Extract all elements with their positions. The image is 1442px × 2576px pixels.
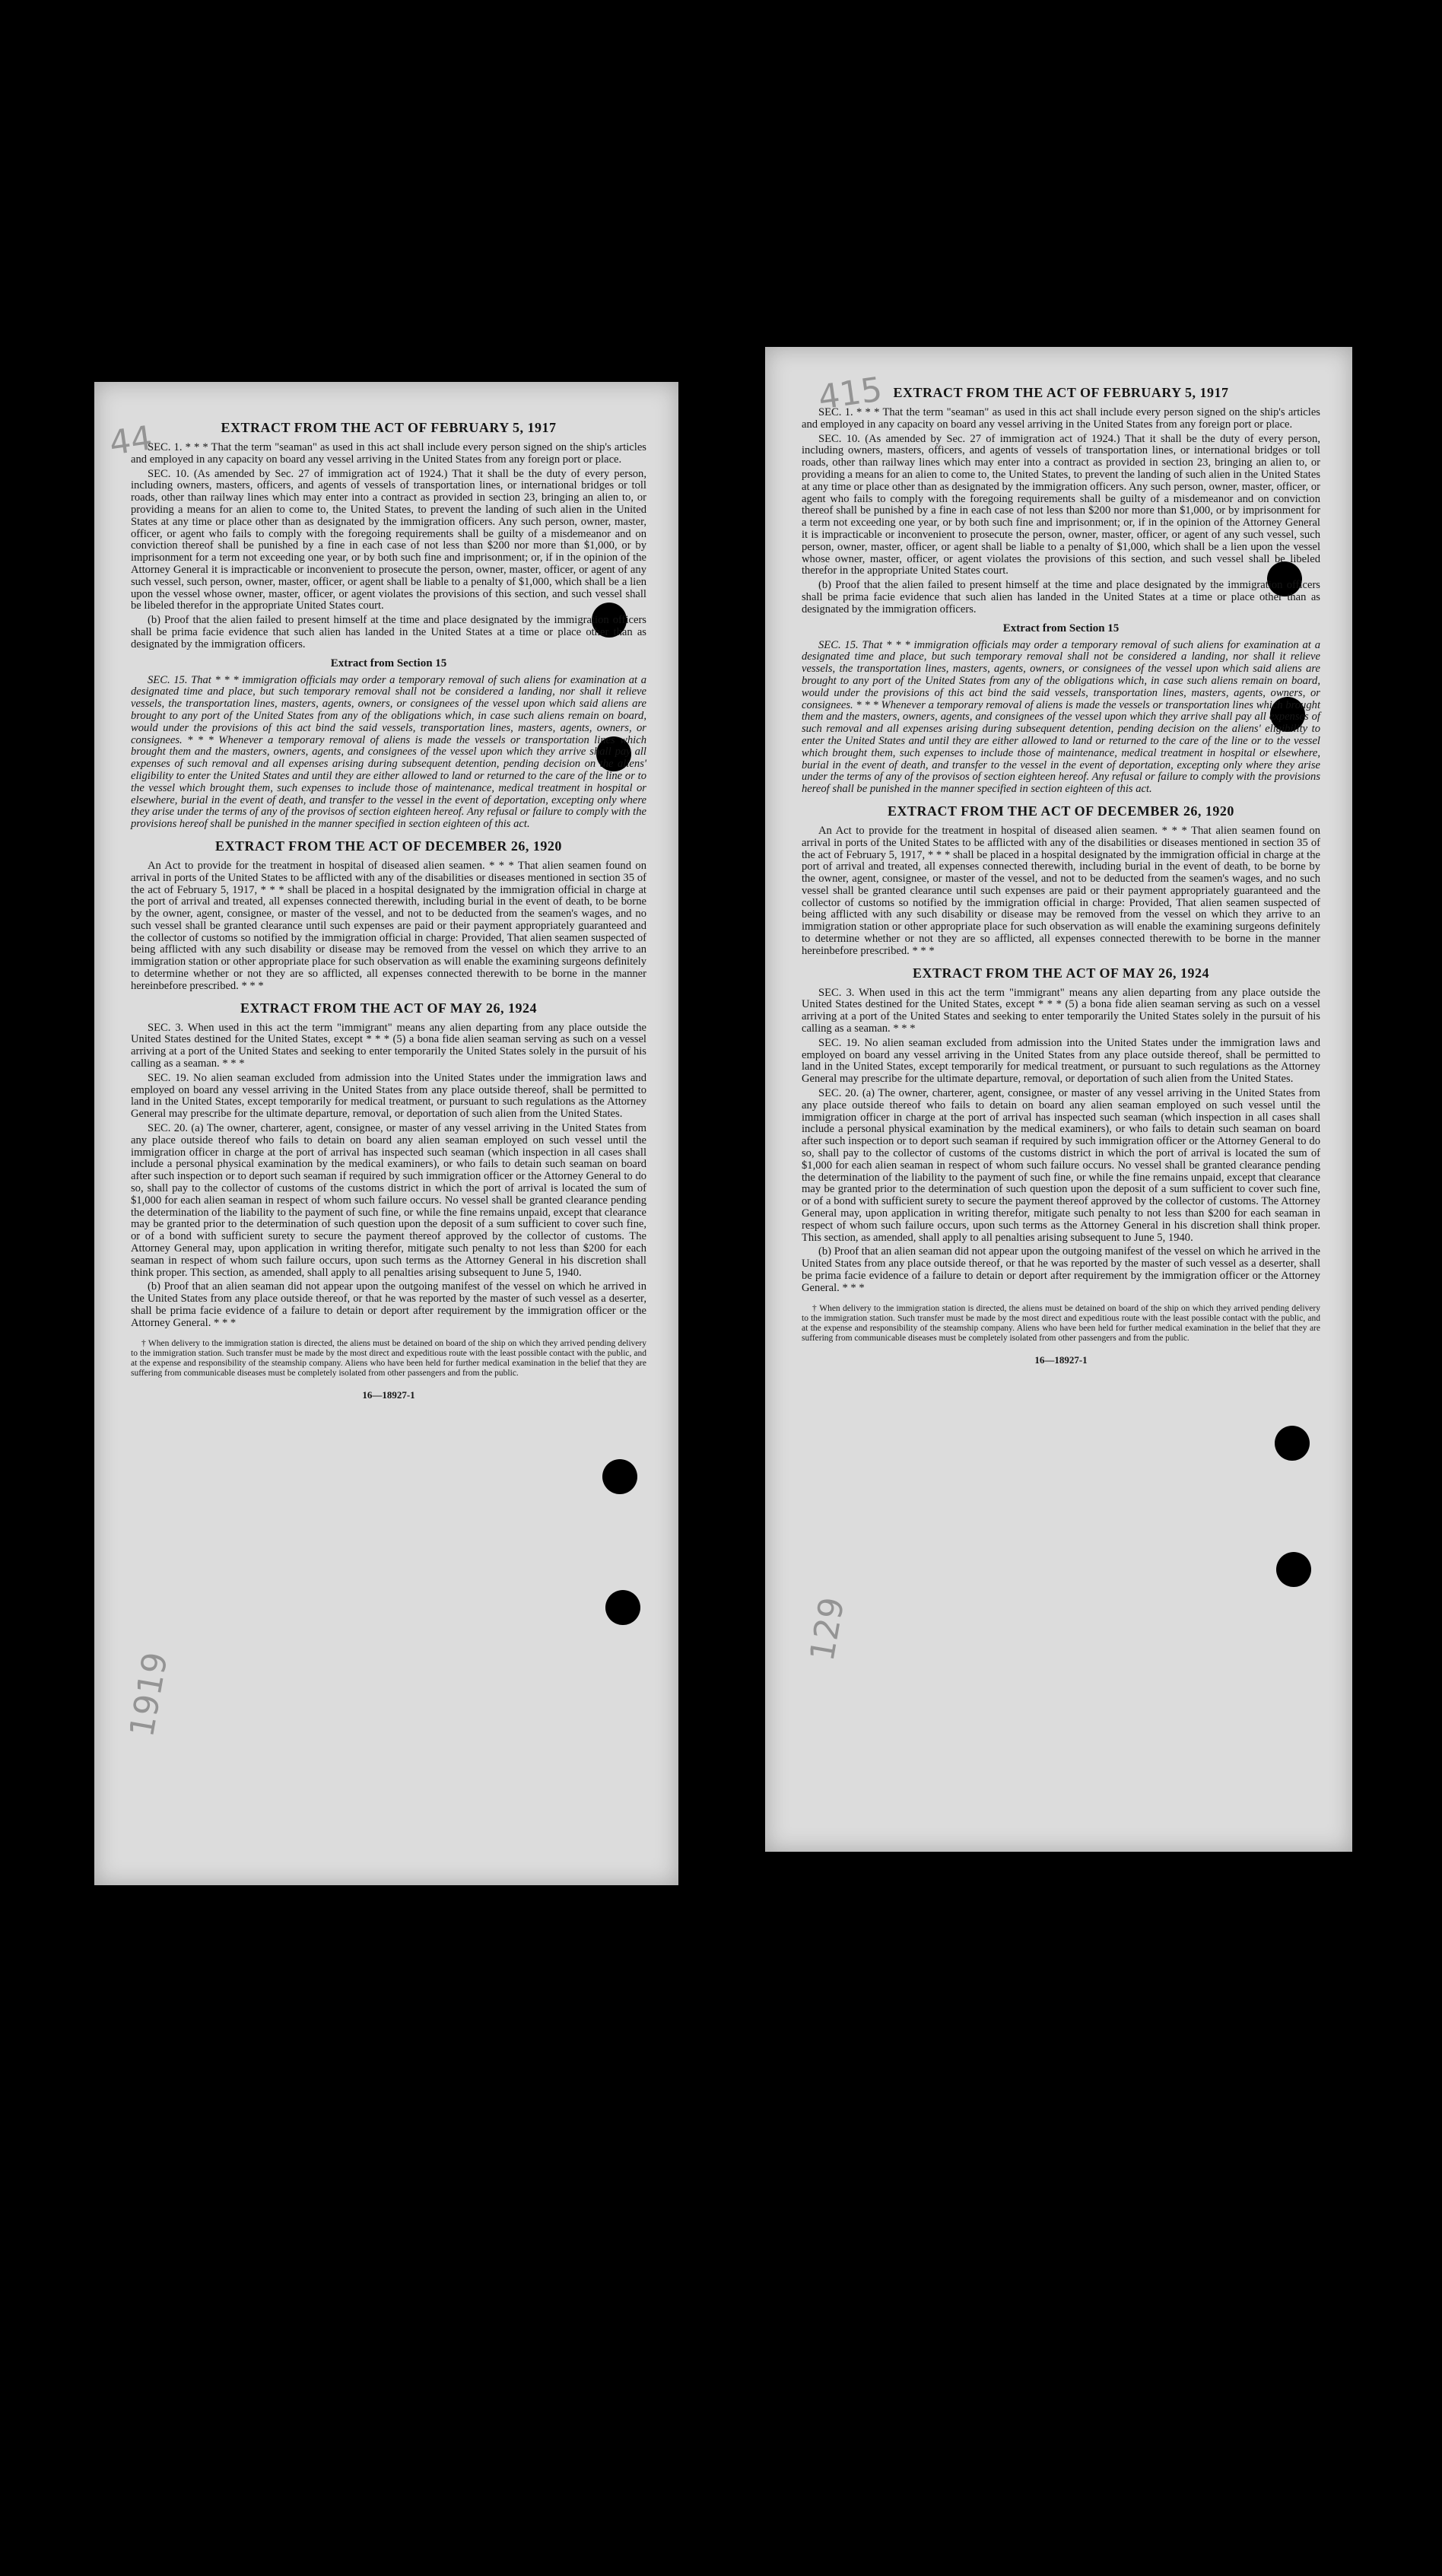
paragraph-sec-1: SEC. 1. * * * That the term "seaman" as used in this act shall include every person signed on the ship's articles and employed in any capacity on board any vessel arriving in the United States from any foreign port or place.: [131, 441, 646, 466]
pencil-mark-bottom: 1919: [122, 1649, 176, 1741]
page-content: [131, 412, 646, 1401]
heading-act-1920: EXTRACT FROM THE ACT OF DECEMBER 26, 1920: [888, 803, 1234, 819]
page-content: [802, 377, 1320, 1366]
punch-hole: [1276, 1552, 1311, 1587]
paragraph-sec-19: SEC. 19. No alien seaman excluded from admission into the United States under the immigration laws and employed on board any vessel arriving in the United States from any place outside thereof, shall be permitted to land in the United States, except temporarily for medical treatment, or pursuant to such regulations as the Attorney General may prescribe for the ultimate departure, removal, or deportation of such alien from the United States.: [131, 1071, 646, 1121]
form-number: 16—18927-1: [1034, 1353, 1088, 1366]
paragraph-act-1920: An Act to provide for the treatment in hospital of diseased alien seamen. * * * That alien seamen found on arrival in ports of the United States to be afflicted with any of the disabilities or diseases mentioned in section 35 of the act of February 5, 1917, * * * shall be placed in a hospital designated by the immigration official in charge at the port of arrival and treated, all expenses connected therewith, including burial in the event of death, to be borne by the owner, agent, consignee, or master of the vessel, and not to be deducted from the seamen's wages, and no such vessel shall be granted clearance until such expenses are paid or their payment appropriately guaranteed and the collector of customs so notified by the immigration official in charge: Provided, That alien seamen suspected of being afflicted with any such disability or disease may be removed from the vessel on which they arrive to an immigration station or other appropriate place for such observation as will enable the examining surgeons definitely to determine whether or not they are so afflicted, all expenses connected therewith to be borne in the manner hereinbefore prescribed. * * *: [131, 859, 646, 992]
document-page-right: [765, 347, 1352, 1852]
paragraph-sec-20b: (b) Proof that an alien seaman did not appear upon the outgoing manifest of the vessel on which he arrived in the United States from any place outside thereof, or that he was reported by the master of such vessel as a deserter, shall be prima facie evidence of a failure to detain or deport after requirement by the immigration officer or the Attorney General. * * *: [802, 1245, 1320, 1294]
form-number: 16—18927-1: [362, 1388, 415, 1401]
heading-act-1917: EXTRACT FROM THE ACT OF FEBRUARY 5, 1917: [893, 385, 1229, 400]
paragraph-sec-10b: (b) Proof that the alien failed to present himself at the time and place designated by the immigration officers shall be prima facie evidence that such alien has landed in the United States at a time or place other than as designated by the immigration officers.: [802, 579, 1320, 615]
pencil-mark-top: 44: [106, 418, 155, 463]
heading-act-1924: EXTRACT FROM THE ACT OF MAY 26, 1924: [240, 1000, 538, 1016]
footnote: † When delivery to the immigration station is directed, the aliens must be detained on board of the ship on which they arrived pending delivery to the immigration station. Such transfer must be made by the most direct and expeditious route with the least possible contact with the public, and at the expense and responsibility of the steamship company. Aliens who have been held for further medical examination in the belief that they are suffering from communicable diseases must be completely isolated from other passengers and from the public.: [802, 1303, 1320, 1343]
paragraph-sec-20: SEC. 20. (a) The owner, charterer, agent, consignee, or master of any vessel arriving in the United States from any place outside thereof who fails to detain on board any alien seaman employed on such vessel until the immigration officer in charge at the port of arrival has inspected such seaman (which inspection in all cases shall include a personal physical examination by the medical examiners), or who fails to detain such seaman on board after such inspection or to deport such seaman if required by such immigration officer or the Attorney General to do so, shall pay to the collector of customs of the customs district in which the port of arrival is located the sum of $1,000 for each alien seaman in respect of whom such failure occurs. No vessel shall be granted clearance pending the determination of the liability to the payment of such fine, or while the fine remains unpaid, except that clearance may be granted prior to the determination of such question upon the deposit of a sum sufficient to cover such fine, or of a bond with sufficient surety to secure the payment thereof approved by the collector of customs. The Attorney General may, upon application in writing therefor, mitigate such penalty to not less than $200 for each seaman in respect of whom such failure occurs, upon such terms as the Attorney General in his discretion shall think proper. This section, as amended, shall apply to all penalties arising subsequent to June 5, 1940.: [131, 1122, 646, 1279]
paragraph-sec-20b: (b) Proof that an alien seaman did not appear upon the outgoing manifest of the vessel on which he arrived in the United States from any place outside thereof, or that he was reported by the master of such vessel as a deserter, shall be prima facie evidence of a failure to detain or deport after requirement by the immigration officer or the Attorney General. * * *: [131, 1280, 646, 1329]
paragraph-sec-20: SEC. 20. (a) The owner, charterer, agent, consignee, or master of any vessel arriving in the United States from any place outside thereof who fails to detain on board any alien seaman employed on such vessel until the immigration officer in charge at the port of arrival has inspected such seaman (which inspection in all cases shall include a personal physical examination by the medical examiners), or who fails to detain such seaman on board after such inspection or to deport such seaman if required by such immigration officer or the Attorney General to do so, shall pay to the collector of customs of the customs district in which the port of arrival is located the sum of $1,000 for each alien seaman in respect of whom such failure occurs. No vessel shall be granted clearance pending the determination of the liability to the payment of such fine, or while the fine remains unpaid, except that clearance may be granted prior to the determination of such question upon the deposit of a sum sufficient to cover such fine, or of a bond with sufficient surety to secure the payment thereof approved by the collector of customs. The Attorney General may, upon application in writing therefor, mitigate such penalty to not less than $200 for each seaman in respect of whom such failure occurs, upon such terms as the Attorney General in his discretion shall think proper. This section, as amended, shall apply to all penalties arising subsequent to June 5, 1940.: [802, 1087, 1320, 1244]
paragraph-sec-19: SEC. 19. No alien seaman excluded from admission into the United States under the immigration laws and employed on board any vessel arriving in the United States from any place outside thereof, shall be permitted to land in the United States, except temporarily for medical treatment, or pursuant to such regulations as the Attorney General may prescribe for the ultimate departure, removal, or deportation of such alien from the United States.: [802, 1036, 1320, 1086]
pencil-mark-bottom: 129: [802, 1594, 853, 1665]
heading-act-1920: EXTRACT FROM THE ACT OF DECEMBER 26, 1920: [215, 838, 562, 854]
document-page-left: [94, 382, 678, 1885]
pencil-mark-top: 415: [815, 370, 885, 418]
paragraph-sec-3: SEC. 3. When used in this act the term "immigrant" means any alien departing from any place outside the United States destined for the United States, except * * * (5) a bona fide alien seaman serving as such on a vessel arriving at a port of the United States and seeking to enter temporarily the United States solely in the pursuit of his calling as a seaman. * * *: [802, 986, 1320, 1035]
heading-act-1924: EXTRACT FROM THE ACT OF MAY 26, 1924: [912, 965, 1210, 981]
paragraph-act-1920: An Act to provide for the treatment in hospital of diseased alien seamen. * * * That alien seamen found on arrival in ports of the United States to be afflicted with any of the disabilities or diseases mentioned in section 35 of the act of February 5, 1917, * * * shall be placed in a hospital designated by the immigration official in charge at the port of arrival and treated, all expenses connected therewith, including burial in the event of death, to be borne by the owner, agent, consignee, or master of the vessel, and not to be deducted from the seamen's wages, and no such vessel shall be granted clearance until such expenses are paid or their payment appropriately guaranteed and the collector of customs so notified by the immigration official in charge: Provided, That alien seamen suspected of being afflicted with any such disability or disease may be removed from the vessel on which they arrive to an immigration station or other appropriate place for such observation as will enable the examining surgeons definitely to determine whether or not they are so afflicted, all expenses connected therewith to be borne in the manner hereinbefore prescribed. * * *: [802, 824, 1320, 957]
paragraph-sec-15: SEC. 15. That * * * immigration officials may order a temporary removal of such aliens for examination at a designated time and place, but such temporary removal shall not be considered a landing, nor shall it relieve vessels, the transportation lines, masters, agents, owners, or consignees of the vessel upon which said aliens are brought to any port of the United States from any of the obligations which, in case such aliens remain on board, would under the provisions of this act bind the said vessels, transportation lines, masters, agents, owners, or consignees. * * * Whenever a temporary removal of aliens is made the vessels or transportation lines which brought them and the masters, owners, agents, and consignees of the vessel upon which they arrive shall pay all expenses of such removal and all expenses arising during subsequent detention, pending decision on the aliens' eligibility to enter the United States and until they are either allowed to land or returned to the care of the line or to the vessel which brought them, such expenses to include those of maintenance, medical treatment in hospital or elsewhere, burial in the event of death, and transfer to the vessel in the event of deportation, excepting only where they arise under the terms of any of the provisos of section eighteen hereof. Any refusal or failure to comply with the provisions hereof shall be punished in the manner specified in section eighteen of this act.: [802, 638, 1320, 796]
heading-section-15: Extract from Section 15: [1002, 622, 1120, 634]
heading-section-15: Extract from Section 15: [330, 657, 447, 669]
footnote: † When delivery to the immigration station is directed, the aliens must be detained on board of the ship on which they arrived pending delivery to the immigration station. Such transfer must be made by the most direct and expeditious route with the least possible contact with the public, and at the expense and responsibility of the steamship company. Aliens who have been held for further medical examination in the belief that they are suffering from communicable diseases must be completely isolated from other passengers and from the public.: [131, 1338, 646, 1378]
paragraph-sec-10b: (b) Proof that the alien failed to present himself at the time and place designated by the immigration officers shall be prima facie evidence that such alien has landed in the United States at a time or place other than as designated by the immigration officers.: [131, 614, 646, 650]
punch-hole: [1275, 1426, 1310, 1461]
paragraph-sec-3: SEC. 3. When used in this act the term "immigrant" means any alien departing from any place outside the United States destined for the United States, except * * * (5) a bona fide alien seaman serving as such on a vessel arriving at a port of the United States and seeking to enter temporarily the United States solely in the pursuit of his calling as a seaman. * * *: [131, 1021, 646, 1070]
paragraph-sec-1: SEC. 1. * * * That the term "seaman" as used in this act shall include every person signed on the ship's articles and employed in any capacity on board any vessel arriving in the United States from any foreign port or place.: [802, 406, 1320, 431]
paragraph-sec-10: SEC. 10. (As amended by Sec. 27 of immigration act of 1924.) That it shall be the duty of every person, including owners, masters, officers, and agents of vessels of transportation lines, or international bridges or toll roads, other than railway lines which may enter into a contract as provided in section 23, bringing an alien to, or providing a means for an alien to come to, the United States, to prevent the landing of such alien in the United States at any time or place other than as designated by the immigration officers. Any such person, owner, master, officer, or agent who fails to comply with the foregoing requirements shall be guilty of a misdemeanor and on conviction thereof shall be punished by a fine in each case of not less than $200 nor more than $1,000, or by imprisonment for a term not exceeding one year, or by both such fine and imprisonment; or, if in the opinion of the Attorney General it is impracticable or inconvenient to prosecute the person, owner, master, officer, or agent of any such vessel, such person, owner, master, officer, or agent shall be liable to a penalty of $1,000, which shall be a lien upon the vessel whose owner, master, officer, or agent violates the provisions of this section, and such vessel shall be libeled therefor in the appropriate United States court.: [131, 467, 646, 612]
heading-act-1917: EXTRACT FROM THE ACT OF FEBRUARY 5, 1917: [221, 420, 557, 435]
paragraph-sec-15: SEC. 15. That * * * immigration officials may order a temporary removal of such aliens for examination at a designated time and place, but such temporary removal shall not be considered a landing, nor shall it relieve vessels, the transportation lines, masters, agents, owners, or consignees of the vessel upon which said aliens are brought to any port of the United States from any of the obligations which, in case such aliens remain on board, would under the provisions of this act bind the said vessels, transportation lines, masters, agents, owners, or consignees. * * * Whenever a temporary removal of aliens is made the vessels or transportation lines which brought them and the masters, owners, agents, and consignees of the vessel upon which they arrive shall pay all expenses of such removal and all expenses arising during subsequent detention, pending decision on the aliens' eligibility to enter the United States and until they are either allowed to land or returned to the care of the line or to the vessel which brought them, such expenses to include those of maintenance, medical treatment in hospital or elsewhere, burial in the event of death, and transfer to the vessel in the event of deportation, excepting only where they arise under the terms of any of the provisos of section eighteen hereof. Any refusal or failure to comply with the provisions hereof shall be punished in the manner specified in section eighteen of this act.: [131, 673, 646, 831]
paragraph-sec-10: SEC. 10. (As amended by Sec. 27 of immigration act of 1924.) That it shall be the duty of every person, including owners, masters, officers, and agents of vessels of transportation lines, or international bridges or toll roads, other than railway lines which may enter into a contract as provided in section 23, bringing an alien to, or providing a means for an alien to come to, the United States, to prevent the landing of such alien in the United States at any time or place other than as designated by the immigration officers. Any such person, owner, master, officer, or agent who fails to comply with the foregoing requirements shall be guilty of a misdemeanor and on conviction thereof shall be punished by a fine in each case of not less than $200 nor more than $1,000, or by imprisonment for a term not exceeding one year, or by both such fine and imprisonment; or, if in the opinion of the Attorney General it is impracticable or inconvenient to prosecute the person, owner, master, officer, or agent of any such vessel, such person, owner, master, officer, or agent shall be liable to a penalty of $1,000, which shall be a lien upon the vessel whose owner, master, officer, or agent violates the provisions of this section, and such vessel shall be libeled therefor in the appropriate United States court.: [802, 432, 1320, 577]
punch-hole: [605, 1590, 640, 1625]
punch-hole: [602, 1459, 637, 1494]
